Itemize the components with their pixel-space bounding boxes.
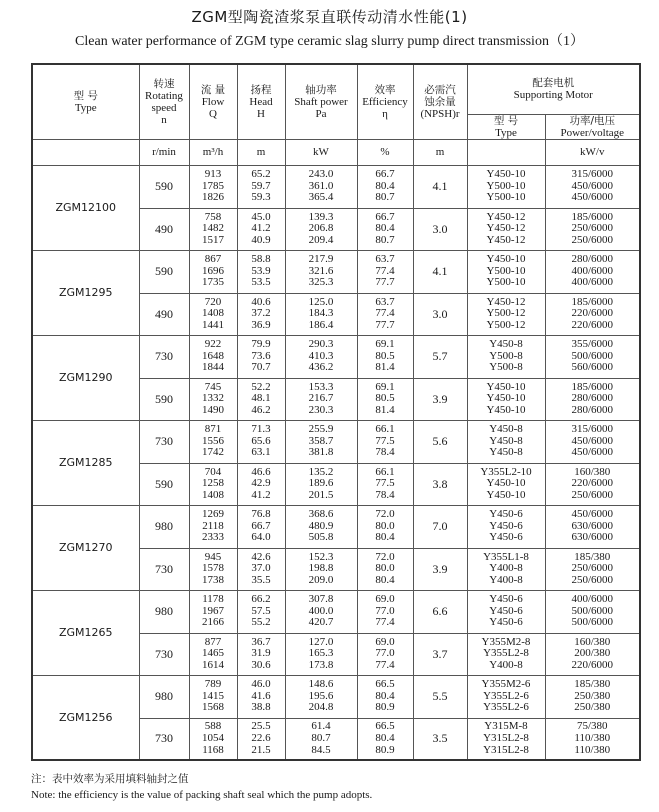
- power-voltage-cell: 185/380 250/6000 250/6000: [545, 548, 640, 590]
- speed-cell: 730: [139, 633, 189, 675]
- power-voltage-cell: 400/6000 500/6000 500/6000: [545, 590, 640, 633]
- shaft-power-cell: 61.4 80.7 84.5: [285, 718, 357, 760]
- efficiency-cell: 69.1 80.5 81.4: [357, 335, 413, 378]
- npsh-cell: 5.7: [413, 335, 467, 378]
- flow-cell: 922 1648 1844: [189, 335, 237, 378]
- unit-speed: r/min: [139, 139, 189, 165]
- npsh-cell: 3.0: [413, 208, 467, 250]
- model-cell: ZGM1285: [32, 420, 139, 505]
- unit-type: [32, 139, 139, 165]
- header-motor-type: 型 号 Type: [467, 114, 545, 139]
- speed-cell: 980: [139, 505, 189, 548]
- flow-cell: 588 1054 1168: [189, 718, 237, 760]
- speed-cell: 590: [139, 165, 189, 208]
- flow-cell: 1269 2118 2333: [189, 505, 237, 548]
- power-voltage-cell: 185/6000 220/6000 220/6000: [545, 293, 640, 335]
- units-row: [32, 139, 640, 165]
- speed-cell: 980: [139, 675, 189, 718]
- speed-cell: 590: [139, 250, 189, 293]
- motor-type-cell: Y450-12 Y500-12 Y500-12: [467, 293, 545, 335]
- model-cell: ZGM1265: [32, 590, 139, 675]
- speed-cell: 490: [139, 293, 189, 335]
- power-voltage-cell: 75/380 110/380 110/380: [545, 718, 640, 760]
- footnote-chinese: 注：表中效率为采用填料轴封之值: [31, 773, 189, 785]
- motor-type-cell: Y450-8 Y500-8 Y500-8: [467, 335, 545, 378]
- unit-npsh: m: [413, 139, 467, 165]
- header-efficiency: 效率 Efficiency η: [357, 64, 413, 139]
- head-cell: 45.0 41.2 40.9: [237, 208, 285, 250]
- head-cell: 76.8 66.7 64.0: [237, 505, 285, 548]
- model-cell: ZGM1270: [32, 505, 139, 590]
- shaft-power-cell: 243.0 361.0 365.4: [285, 165, 357, 208]
- unit-head: m: [237, 139, 285, 165]
- flow-cell: 758 1482 1517: [189, 208, 237, 250]
- npsh-cell: 5.6: [413, 420, 467, 463]
- motor-type-cell: Y450-8 Y450-8 Y450-8: [467, 420, 545, 463]
- model-cell: ZGM1290: [32, 335, 139, 420]
- speed-cell: 730: [139, 420, 189, 463]
- npsh-cell: 3.8: [413, 463, 467, 505]
- npsh-cell: 3.9: [413, 378, 467, 420]
- power-voltage-cell: 315/6000 450/6000 450/6000: [545, 165, 640, 208]
- performance-table: [31, 63, 641, 761]
- shaft-power-cell: 217.9 321.6 325.3: [285, 250, 357, 293]
- head-cell: 52.2 48.1 46.2: [237, 378, 285, 420]
- efficiency-cell: 72.0 80.0 80.4: [357, 505, 413, 548]
- power-voltage-cell: 355/6000 500/6000 560/6000: [545, 335, 640, 378]
- header-power-voltage: 功率/电压 Power/voltage: [545, 114, 640, 139]
- efficiency-cell: 66.5 80.4 80.9: [357, 675, 413, 718]
- head-cell: 40.6 37.2 36.9: [237, 293, 285, 335]
- flow-cell: 877 1465 1614: [189, 633, 237, 675]
- model-cell: ZGM1256: [32, 675, 139, 760]
- shaft-power-cell: 255.9 358.7 381.8: [285, 420, 357, 463]
- efficiency-cell: 66.5 80.4 80.9: [357, 718, 413, 760]
- table-row: [32, 250, 640, 293]
- power-voltage-cell: 185/6000 280/6000 280/6000: [545, 378, 640, 420]
- shaft-power-cell: 125.0 184.3 186.4: [285, 293, 357, 335]
- motor-type-cell: Y355M2-8 Y355L2-8 Y400-8: [467, 633, 545, 675]
- efficiency-cell: 69.1 80.5 81.4: [357, 378, 413, 420]
- motor-type-cell: Y355M2-6 Y355L2-6 Y355L2-6: [467, 675, 545, 718]
- table-row: [32, 420, 640, 463]
- head-cell: 36.7 31.9 30.6: [237, 633, 285, 675]
- flow-cell: 1178 1967 2166: [189, 590, 237, 633]
- efficiency-cell: 72.0 80.0 80.4: [357, 548, 413, 590]
- shaft-power-cell: 152.3 198.8 209.0: [285, 548, 357, 590]
- head-cell: 71.3 65.6 63.1: [237, 420, 285, 463]
- npsh-cell: 4.1: [413, 165, 467, 208]
- model-cell: ZGM1295: [32, 250, 139, 335]
- motor-type-cell: Y450-12 Y450-12 Y450-12: [467, 208, 545, 250]
- efficiency-cell: 63.7 77.4 77.7: [357, 293, 413, 335]
- power-voltage-cell: 280/6000 400/6000 400/6000: [545, 250, 640, 293]
- unit-flow: m³/h: [189, 139, 237, 165]
- flow-cell: 745 1332 1490: [189, 378, 237, 420]
- header-head: 扬程 Head H: [237, 64, 285, 139]
- npsh-cell: 3.7: [413, 633, 467, 675]
- efficiency-cell: 66.1 77.5 78.4: [357, 420, 413, 463]
- table-row: [32, 505, 640, 548]
- header-supporting-motor: 配套电机 Supporting Motor: [467, 64, 640, 114]
- flow-cell: 704 1258 1408: [189, 463, 237, 505]
- table-row: [32, 675, 640, 718]
- efficiency-cell: 63.7 77.4 77.7: [357, 250, 413, 293]
- shaft-power-cell: 307.8 400.0 420.7: [285, 590, 357, 633]
- motor-type-cell: Y355L1-8 Y400-8 Y400-8: [467, 548, 545, 590]
- header-npsh: 必需汽 蚀余量 (NPSH)r: [413, 64, 467, 139]
- speed-cell: 590: [139, 463, 189, 505]
- speed-cell: 490: [139, 208, 189, 250]
- table-row: [32, 335, 640, 378]
- flow-cell: 913 1785 1826: [189, 165, 237, 208]
- efficiency-cell: 69.0 77.0 77.4: [357, 590, 413, 633]
- power-voltage-cell: 315/6000 450/6000 450/6000: [545, 420, 640, 463]
- speed-cell: 730: [139, 335, 189, 378]
- efficiency-cell: 69.0 77.0 77.4: [357, 633, 413, 675]
- shaft-power-cell: 148.6 195.6 204.8: [285, 675, 357, 718]
- speed-cell: 730: [139, 548, 189, 590]
- shaft-power-cell: 290.3 410.3 436.2: [285, 335, 357, 378]
- motor-type-cell: Y450-10 Y500-10 Y500-10: [467, 250, 545, 293]
- shaft-power-cell: 153.3 216.7 230.3: [285, 378, 357, 420]
- npsh-cell: 3.5: [413, 718, 467, 760]
- npsh-cell: 4.1: [413, 250, 467, 293]
- shaft-power-cell: 135.2 189.6 201.5: [285, 463, 357, 505]
- flow-cell: 720 1408 1441: [189, 293, 237, 335]
- efficiency-cell: 66.7 80.4 80.7: [357, 208, 413, 250]
- head-cell: 46.6 42.9 41.2: [237, 463, 285, 505]
- flow-cell: 789 1415 1568: [189, 675, 237, 718]
- unit-power: kW: [285, 139, 357, 165]
- unit-motor-type: [467, 139, 545, 165]
- motor-type-cell: Y450-6 Y450-6 Y450-6: [467, 590, 545, 633]
- title-english: Clean water performance of ZGM type ceramic slag slurry pump direct transmission（1）: [75, 34, 584, 49]
- efficiency-cell: 66.1 77.5 78.4: [357, 463, 413, 505]
- table-row: [32, 590, 640, 633]
- flow-cell: 945 1578 1738: [189, 548, 237, 590]
- speed-cell: 590: [139, 378, 189, 420]
- header-speed: 转速 Rotating speed n: [139, 64, 189, 139]
- power-voltage-cell: 185/380 250/380 250/380: [545, 675, 640, 718]
- model-cell: ZGM12100: [32, 165, 139, 250]
- header-type: 型 号 Type: [32, 64, 139, 139]
- npsh-cell: 6.6: [413, 590, 467, 633]
- shaft-power-cell: 368.6 480.9 505.8: [285, 505, 357, 548]
- power-voltage-cell: 160/380 220/6000 250/6000: [545, 463, 640, 505]
- npsh-cell: 5.5: [413, 675, 467, 718]
- title-chinese: ZGM型陶瓷渣浆泵直联传动清水性能(1): [191, 8, 468, 26]
- npsh-cell: 3.0: [413, 293, 467, 335]
- power-voltage-cell: 185/6000 250/6000 250/6000: [545, 208, 640, 250]
- power-voltage-cell: 450/6000 630/6000 630/6000: [545, 505, 640, 548]
- flow-cell: 871 1556 1742: [189, 420, 237, 463]
- head-cell: 66.2 57.5 55.2: [237, 590, 285, 633]
- shaft-power-cell: 127.0 165.3 173.8: [285, 633, 357, 675]
- header-flow: 流 量 Flow Q: [189, 64, 237, 139]
- head-cell: 58.8 53.9 53.5: [237, 250, 285, 293]
- speed-cell: 730: [139, 718, 189, 760]
- motor-type-cell: Y315M-8 Y315L2-8 Y315L2-8: [467, 718, 545, 760]
- head-cell: 79.9 73.6 70.7: [237, 335, 285, 378]
- motor-type-cell: Y450-10 Y500-10 Y500-10: [467, 165, 545, 208]
- speed-cell: 980: [139, 590, 189, 633]
- motor-type-cell: Y355L2-10 Y450-10 Y450-10: [467, 463, 545, 505]
- head-cell: 46.0 41.6 38.8: [237, 675, 285, 718]
- head-cell: 25.5 22.6 21.5: [237, 718, 285, 760]
- head-cell: 65.2 59.7 59.3: [237, 165, 285, 208]
- flow-cell: 867 1696 1735: [189, 250, 237, 293]
- head-cell: 42.6 37.0 35.5: [237, 548, 285, 590]
- unit-power-voltage: kW/v: [545, 139, 640, 165]
- motor-type-cell: Y450-10 Y450-10 Y450-10: [467, 378, 545, 420]
- header-shaft-power: 轴功率 Shaft power Pa: [285, 64, 357, 139]
- npsh-cell: 3.9: [413, 548, 467, 590]
- unit-efficiency: %: [357, 139, 413, 165]
- table-row: [32, 165, 640, 208]
- shaft-power-cell: 139.3 206.8 209.4: [285, 208, 357, 250]
- motor-type-cell: Y450-6 Y450-6 Y450-6: [467, 505, 545, 548]
- npsh-cell: 7.0: [413, 505, 467, 548]
- footnote-english: Note: the efficiency is the value of packing shaft seal which the pump adopts.: [31, 789, 373, 801]
- table-body: [32, 165, 640, 760]
- power-voltage-cell: 160/380 200/380 220/6000: [545, 633, 640, 675]
- efficiency-cell: 66.7 80.4 80.7: [357, 165, 413, 208]
